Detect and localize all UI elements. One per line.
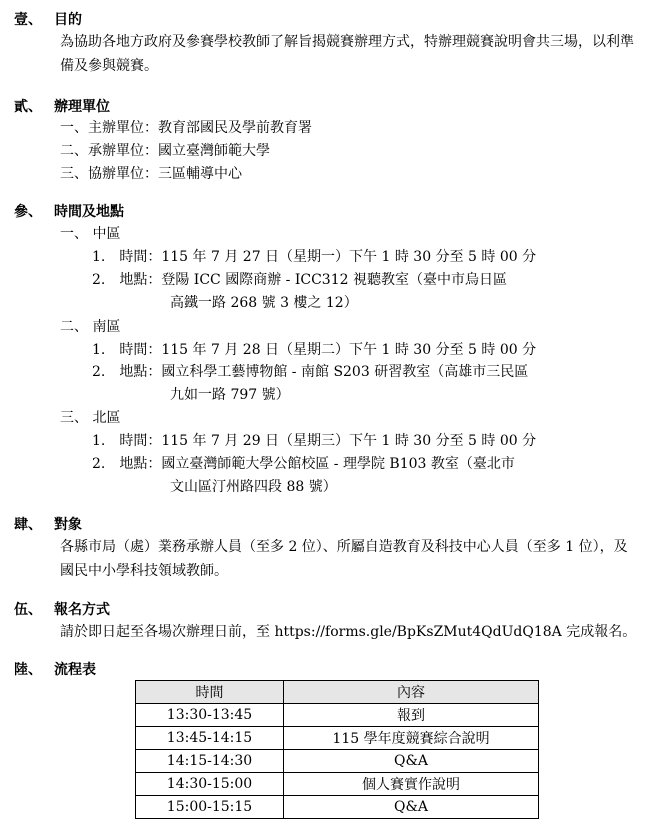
section-1-title: 目的	[54, 12, 82, 28]
table-row	[136, 704, 539, 727]
section-4-paragraph: 各縣市局（處）業務承辦人員（至多 2 位）、所屬自造教育及科技中心人員（至多 1 位），及國民中小學科技領域教師。	[60, 539, 628, 579]
column-header-time: 時間	[136, 681, 284, 704]
region-label-central: 一、 中區	[60, 226, 121, 242]
section-2-heading: 貳、 辦理單位	[14, 99, 110, 115]
table-row	[136, 773, 539, 796]
region-time: 1. 時間：115 年 7 月 29 日（星期三）下午 1 時 30 分至 5 時 00 分	[92, 433, 537, 449]
section-6-title: 流程表	[54, 662, 96, 678]
section-3-title: 時間及地點	[54, 204, 124, 220]
section-1-paragraph: 為協助各地方政府及參賽學校教師了解旨揭競賽辦理方式，特辦理競賽說明會共三場，以利準備及參與競賽。	[60, 34, 634, 74]
organizer-item: 一、主辦單位：教育部國民及學前教育署	[60, 120, 312, 136]
cell-content: 115 學年度競賽綜合說明	[284, 727, 539, 750]
region-place: 2. 地點：國立科學工藝博物館 - 南館 S203 研習教室（高雄市三民區	[92, 364, 529, 380]
table-header-row	[136, 681, 539, 704]
cell-time: 14:15-14:30	[136, 750, 284, 773]
section-6-heading: 陸、 流程表	[14, 662, 96, 678]
schedule-table	[135, 680, 539, 819]
cell-content: Q&A	[284, 750, 539, 773]
region-time: 1. 時間：115 年 7 月 27 日（星期一）下午 1 時 30 分至 5 時 00 分	[92, 249, 537, 265]
section-5-title: 報名方式	[54, 602, 110, 618]
region-label-north: 三、 北區	[60, 410, 121, 426]
section-4-heading: 肆、 對象	[14, 517, 82, 533]
registration-text: 請於即日起至各場次辦理日前，至 https://forms.gle/BpKsZMut4QdUdQ18A 完成報名。	[60, 624, 637, 640]
section-3-heading: 參、 時間及地點	[14, 204, 124, 220]
region-place: 2. 地點：登陽 ICC 國際商辦 - ICC312 視聽教室（臺中市烏日區	[92, 272, 507, 288]
organizer-item: 三、協辦單位：三區輔導中心	[60, 166, 242, 182]
organizer-item: 二、承辦單位：國立臺灣師範大學	[60, 143, 270, 159]
column-header-content: 內容	[284, 681, 539, 704]
section-5-heading: 伍、 報名方式	[14, 602, 110, 618]
section-4-title: 對象	[54, 517, 82, 533]
cell-time: 15:00-15:15	[136, 796, 284, 819]
region-place-cont: 高鐵一路 268 號 3 樓之 12）	[170, 295, 358, 311]
cell-content: 個人賽實作說明	[284, 773, 539, 796]
cell-time: 13:30-13:45	[136, 704, 284, 727]
section-2-title: 辦理單位	[54, 99, 110, 115]
region-place-cont: 九如一路 797 號）	[170, 387, 290, 403]
cell-time: 14:30-15:00	[136, 773, 284, 796]
region-place: 2. 地點：國立臺灣師範大學公館校區 - 理學院 B103 教室（臺北市	[92, 456, 515, 472]
region-label-south: 二、 南區	[60, 319, 121, 335]
section-1-heading: 壹、 目的	[14, 12, 82, 28]
cell-time: 13:45-14:15	[136, 727, 284, 750]
region-place-cont: 文山區汀州路四段 88 號）	[170, 479, 337, 495]
region-time: 1. 時間：115 年 7 月 28 日（星期二）下午 1 時 30 分至 5 時 00 分	[92, 342, 537, 358]
cell-content: Q&A	[284, 796, 539, 819]
table-row	[136, 796, 539, 819]
table-row	[136, 727, 539, 750]
table-row	[136, 750, 539, 773]
cell-content: 報到	[284, 704, 539, 727]
